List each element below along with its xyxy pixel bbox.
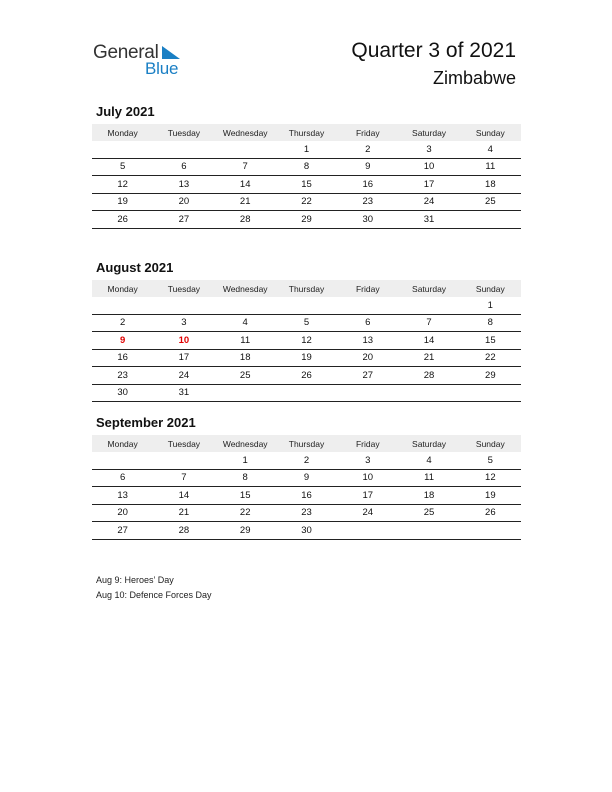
day-cell: 24 (423, 196, 435, 208)
day-cell: 15 (301, 178, 312, 190)
day-cell: 15 (485, 334, 496, 346)
weekday-label: Friday (355, 438, 380, 449)
weekday-header (92, 435, 521, 452)
day-cell: 5 (487, 454, 493, 466)
week-row (92, 487, 521, 505)
day-cell: 8 (303, 161, 310, 173)
weekday-label: Sunday (475, 127, 505, 138)
weekday-header (92, 280, 521, 297)
week-row (92, 350, 521, 368)
weekday-label: Thursday (288, 438, 325, 449)
day-cell: 20 (178, 196, 190, 208)
logo-text-general: General (93, 42, 159, 63)
day-cell: 25 (423, 507, 435, 519)
day-cell: 25 (239, 369, 251, 381)
day-cell: 18 (239, 352, 251, 364)
weekday-header (92, 124, 521, 141)
day-cell: 15 (239, 489, 251, 501)
day-cell: 12 (117, 178, 128, 190)
day-cell: 22 (301, 196, 312, 208)
day-cell: 30 (117, 387, 128, 399)
weekday-label: Friday (355, 283, 380, 294)
week-row (92, 332, 521, 350)
month-july (92, 104, 521, 229)
day-cell: 13 (362, 334, 374, 346)
day-cell: 30 (362, 213, 374, 225)
logo-text-blue: Blue (145, 59, 179, 78)
week-row (92, 297, 521, 315)
day-cell: 26 (117, 213, 128, 225)
day-cell: 18 (485, 178, 496, 190)
weekday-label: Monday (107, 438, 138, 449)
day-cell: 28 (239, 213, 251, 225)
month-title: September 2021 (96, 415, 196, 430)
weekday-label: Saturday (412, 283, 447, 294)
day-cell: 13 (117, 489, 128, 501)
page-title: Quarter 3 of 2021 (351, 39, 516, 62)
day-cell: 27 (362, 369, 374, 381)
day-cell: 4 (487, 143, 493, 155)
day-cell: 20 (117, 507, 128, 519)
month-september (92, 415, 521, 540)
weekday-label: Wednesday (222, 127, 268, 138)
day-cell: 2 (303, 454, 310, 466)
day-cell: 3 (426, 143, 432, 155)
month-august (92, 260, 521, 402)
holiday-note: Aug 10: Defence Forces Day (96, 589, 212, 600)
weekday-label: Thursday (288, 283, 325, 294)
day-cell: 20 (362, 352, 374, 364)
week-row (92, 194, 521, 212)
day-cell: 9 (365, 161, 371, 173)
day-cell: 12 (301, 334, 312, 346)
week-row (92, 367, 521, 385)
week-row (92, 522, 521, 540)
month-title: August 2021 (96, 260, 174, 275)
day-cell: 23 (301, 507, 312, 519)
day-cell: 26 (301, 369, 312, 381)
weekday-label: Saturday (412, 438, 447, 449)
weekday-label: Saturday (412, 127, 447, 138)
day-cell: 21 (423, 352, 435, 364)
day-cell: 12 (485, 472, 496, 484)
day-cell: 10 (178, 334, 190, 346)
day-cell: 7 (426, 317, 432, 329)
day-cell: 29 (239, 524, 251, 536)
weekday-label: Tuesday (167, 438, 201, 449)
week-row (92, 505, 521, 523)
day-cell: 28 (178, 524, 190, 536)
week-row (92, 452, 521, 470)
day-cell: 30 (301, 524, 312, 536)
week-row (92, 176, 521, 194)
day-cell: 3 (365, 454, 371, 466)
day-cell: 23 (117, 369, 128, 381)
weekday-label: Monday (107, 283, 138, 294)
weekday-label: Wednesday (222, 438, 268, 449)
week-row (92, 141, 521, 159)
day-cell: 13 (178, 178, 190, 190)
day-cell: 17 (423, 178, 435, 190)
day-cell: 5 (303, 317, 310, 329)
day-cell: 31 (423, 213, 435, 225)
day-cell: 24 (178, 369, 190, 381)
day-cell: 8 (487, 317, 493, 329)
day-cell: 26 (485, 507, 496, 519)
day-cell: 11 (485, 161, 496, 173)
day-cell: 2 (365, 143, 371, 155)
day-cell: 14 (423, 334, 435, 346)
day-cell: 21 (178, 507, 190, 519)
weekday-label: Sunday (475, 438, 505, 449)
day-cell: 27 (178, 213, 190, 225)
day-cell: 23 (362, 196, 374, 208)
week-row (92, 315, 521, 333)
day-cell: 5 (119, 161, 126, 173)
day-cell: 24 (362, 507, 374, 519)
day-cell: 31 (178, 387, 190, 399)
week-row (92, 211, 521, 229)
day-cell: 8 (242, 472, 248, 484)
holiday-note: Aug 9: Heroes’ Day (96, 575, 174, 585)
day-cell: 18 (423, 489, 435, 501)
day-cell: 6 (365, 317, 371, 329)
day-cell: 28 (423, 369, 435, 381)
weekday-label: Monday (107, 127, 138, 138)
day-cell: 25 (485, 196, 496, 208)
day-cell: 22 (239, 507, 251, 519)
day-cell: 27 (117, 524, 128, 536)
week-row (92, 159, 521, 177)
country-name: Zimbabwe (432, 68, 516, 88)
day-cell: 16 (301, 489, 312, 501)
day-cell: 19 (301, 352, 312, 364)
weekday-label: Tuesday (167, 283, 201, 294)
week-row (92, 470, 521, 488)
day-cell: 6 (119, 472, 126, 484)
day-cell: 14 (178, 489, 190, 501)
day-cell: 29 (485, 369, 496, 381)
day-cell: 10 (423, 161, 435, 173)
day-cell: 1 (242, 454, 248, 466)
day-cell: 11 (424, 472, 434, 484)
day-cell: 10 (362, 472, 374, 484)
weekday-label: Sunday (475, 283, 505, 294)
day-cell: 16 (117, 352, 128, 364)
day-cell: 7 (181, 472, 187, 484)
day-cell: 11 (240, 334, 251, 346)
day-cell: 17 (362, 489, 374, 501)
day-cell: 4 (242, 317, 248, 329)
day-cell: 29 (301, 213, 312, 225)
day-cell: 9 (119, 334, 126, 346)
day-cell: 2 (119, 317, 126, 329)
day-cell: 9 (303, 472, 310, 484)
holiday-notes (96, 573, 212, 602)
day-cell: 19 (117, 196, 128, 208)
day-cell: 4 (426, 454, 432, 466)
day-cell: 3 (181, 317, 187, 329)
week-row (92, 385, 521, 403)
weekday-label: Friday (355, 127, 380, 138)
day-cell: 1 (303, 143, 310, 155)
month-title: July 2021 (96, 104, 155, 119)
day-cell: 17 (178, 352, 190, 364)
weekday-label: Tuesday (167, 127, 201, 138)
day-cell: 7 (242, 161, 248, 173)
weekday-label: Thursday (288, 127, 325, 138)
weekday-label: Wednesday (222, 283, 268, 294)
day-cell: 16 (362, 178, 374, 190)
day-cell: 22 (485, 352, 496, 364)
day-cell: 19 (485, 489, 496, 501)
generalblue-logo (93, 40, 193, 80)
day-cell: 14 (239, 178, 251, 190)
day-cell: 1 (487, 299, 493, 311)
day-cell: 6 (181, 161, 187, 173)
day-cell: 21 (239, 196, 251, 208)
